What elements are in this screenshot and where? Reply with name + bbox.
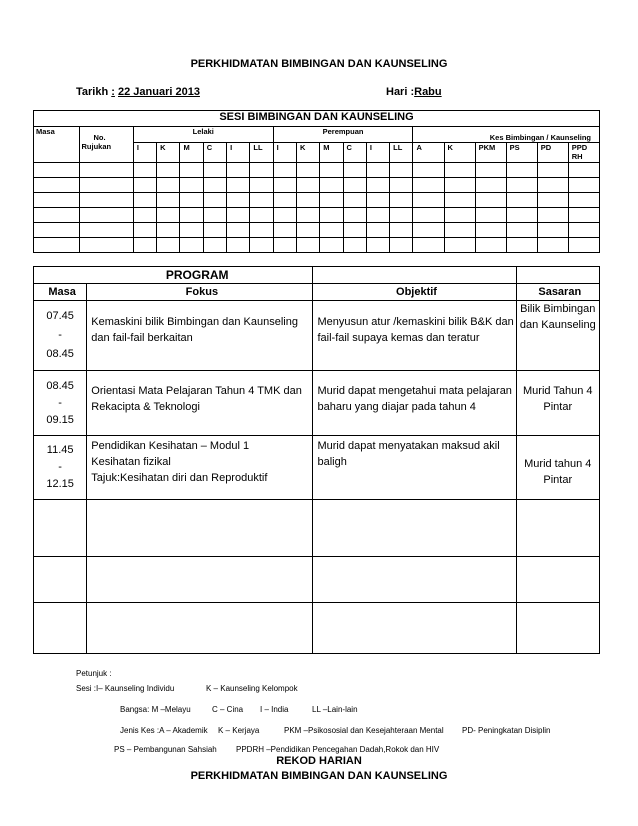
tarikh-row <box>76 86 200 98</box>
legend-ps: PS – Pembangunan Sahsiah <box>114 745 217 754</box>
sasaran-cell: Bilik Bimbingan dan Kaunseling <box>516 301 599 371</box>
lelaki-header: Lelaki <box>133 127 273 143</box>
col-head: LL <box>250 142 273 162</box>
empty-cell <box>34 162 80 177</box>
legend-bangsa-india: I – India <box>260 705 289 714</box>
tarikh-label: Tarikh <box>76 86 109 98</box>
hari-label: Hari : <box>386 86 415 98</box>
kes-header: Kes Bimbingan / Kaunseling <box>413 127 600 143</box>
col-head: PS <box>506 142 537 162</box>
footer-line1: REKOD HARIAN <box>276 755 362 767</box>
sesi-no-header: No. <box>79 127 133 143</box>
tarikh-value: 22 Januari 2013 <box>118 86 200 98</box>
empty-cell <box>34 207 80 222</box>
table-row <box>34 436 600 500</box>
empty-cell <box>34 192 80 207</box>
empty-cell <box>34 177 80 192</box>
program-title: PROGRAM <box>34 267 313 284</box>
col-head: PKM <box>475 142 506 162</box>
objektif-cell: Menyusun atur /kemaskini bilik B&K dan fail-fail supaya kemas dan teratur <box>313 301 516 371</box>
col-head: K <box>157 142 180 162</box>
fokus-cell: Pendidikan Kesihatan – Modul 1 Kesihatan fizikal Tajuk:Kesihatan diri dan Reproduktif <box>87 436 313 500</box>
col-head: A <box>413 142 444 162</box>
col-head: I <box>227 142 250 162</box>
hari-row <box>386 86 442 98</box>
legend-title: Petunjuk : <box>76 669 112 678</box>
sesi-masa-header: Masa <box>34 127 80 163</box>
table-row <box>34 301 600 371</box>
sesi-title: SESI BIMBINGAN DAN KAUNSELING <box>34 111 600 127</box>
legend-bangsa-melayu: Bangsa: M –Melayu <box>120 705 191 714</box>
col-head: C <box>343 142 366 162</box>
col-head: PPD RH <box>568 142 599 162</box>
table-row <box>34 603 600 654</box>
fokus-cell: Orientasi Mata Pelajaran Tahun 4 TMK dan Rekacipta & Teknologi <box>87 371 313 436</box>
col-head: I <box>133 142 156 162</box>
legend-sesi-individu: Sesi :I– Kaunseling Individu <box>76 684 175 693</box>
program-masa-header: Masa <box>34 284 87 301</box>
tarikh-sep: : <box>111 86 115 98</box>
col-head: K <box>444 142 475 162</box>
table-row <box>34 557 600 603</box>
col-head: M <box>320 142 343 162</box>
legend-bangsa-lain: LL –Lain-lain <box>312 705 358 714</box>
col-head: LL <box>390 142 413 162</box>
masa-cell: 11.45 - 12.15 <box>34 436 87 500</box>
page-title: PERKHIDMATAN BIMBINGAN DAN KAUNSELING <box>190 58 448 70</box>
table-row <box>34 500 600 557</box>
program-table <box>33 266 600 654</box>
objektif-cell: Murid dapat mengetahui mata pelajaran baharu yang diajar pada tahun 4 <box>313 371 516 436</box>
program-sasaran-header: Sasaran <box>516 284 599 301</box>
legend-ppdrh: PPDRH –Pendidikan Pencegahan Dadah,Rokok dan HIV <box>236 745 440 754</box>
legend-kes-pd: PD- Peningkatan Disiplin <box>462 726 551 735</box>
col-head: C <box>203 142 226 162</box>
legend-bangsa-cina: C – Cina <box>212 705 244 714</box>
masa-cell: 08.45 - 09.15 <box>34 371 87 436</box>
col-head: K <box>296 142 319 162</box>
sesi-rujukan-header: Rujukan <box>79 142 133 162</box>
col-head: I <box>366 142 389 162</box>
program-objektif-header: Objektif <box>313 284 516 301</box>
col-head: I <box>273 142 296 162</box>
empty-cell <box>34 237 80 252</box>
legend-kes-pkm: PKM –Psikososial dan Kesejahteraan Mental <box>284 726 444 735</box>
col-head: M <box>180 142 203 162</box>
legend-kes-kerjaya: K – Kerjaya <box>218 726 260 735</box>
fokus-cell: Kemaskini bilik Bimbingan dan Kaunseling dan fail-fail berkaitan <box>87 301 313 371</box>
objektif-cell: Murid dapat menyatakan maksud akil baligh <box>313 436 516 500</box>
footer-line2: PERKHIDMATAN BIMBINGAN DAN KAUNSELING <box>190 770 448 782</box>
sasaran-cell: Murid Tahun 4 Pintar <box>516 371 599 436</box>
empty-cell <box>34 222 80 237</box>
legend-sesi-kelompok: K – Kaunseling Kelompok <box>206 684 298 693</box>
hari-value: Rabu <box>414 86 442 98</box>
masa-cell: 07.45 - 08.45 <box>34 301 87 371</box>
table-row <box>34 371 600 436</box>
sesi-table <box>33 110 600 253</box>
legend-kes-akademik: Jenis Kes :A – Akademik <box>120 726 208 735</box>
col-head: PD <box>537 142 568 162</box>
sasaran-cell: Murid tahun 4 Pintar <box>516 436 599 500</box>
perempuan-header: Perempuan <box>273 127 413 143</box>
program-fokus-header: Fokus <box>87 284 313 301</box>
